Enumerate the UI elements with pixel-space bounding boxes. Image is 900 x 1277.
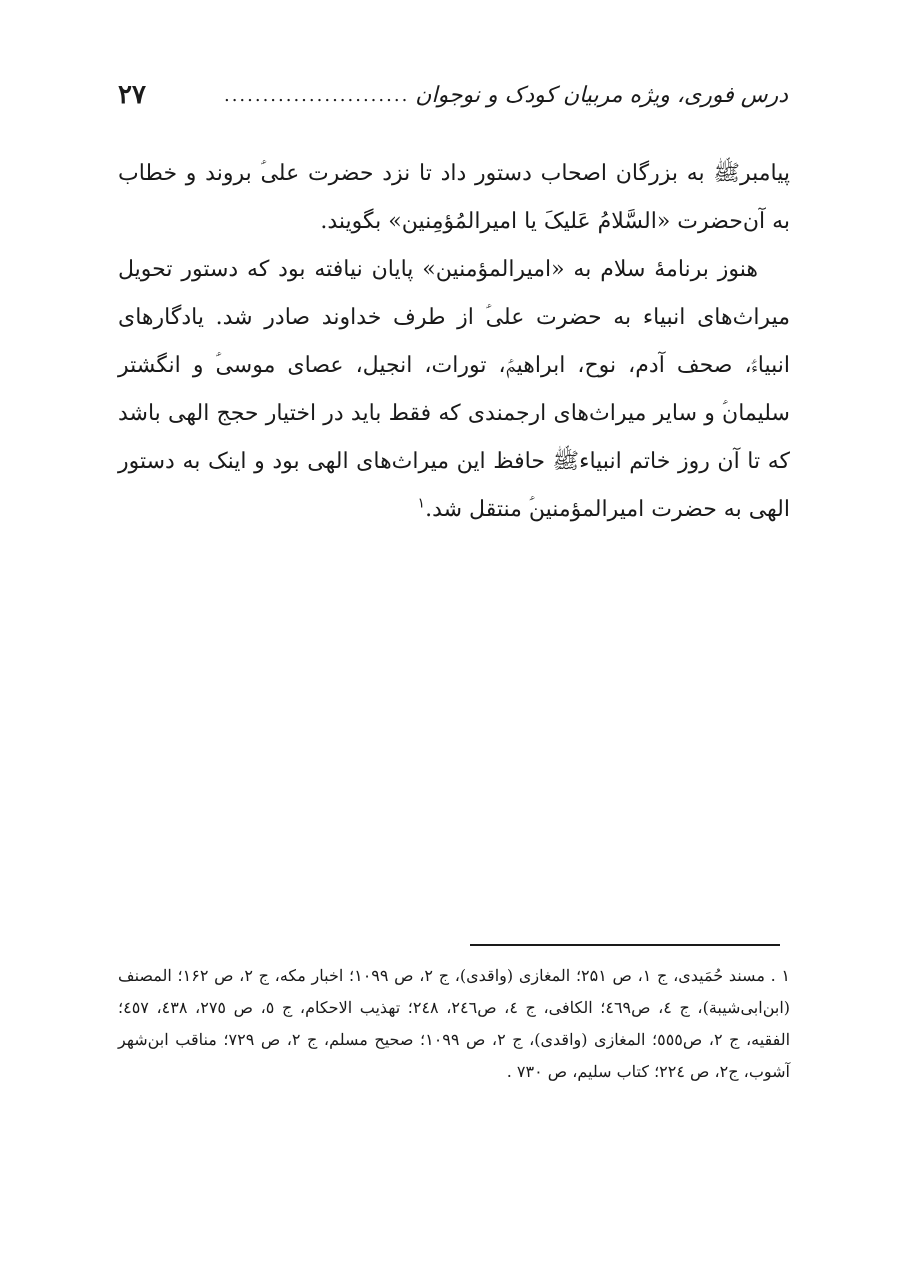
footnote-divider xyxy=(470,944,780,946)
header-title: درس فوری، ویژه مربیان کودک و نوجوان xyxy=(415,82,788,108)
footnote-text: ۱ . مسند حُمَیدی، ج ۱، ص ۲۵۱؛ المغازی (واقدی)، ج ۲، ص ۱۰۹۹؛ اخبار مکه، ج ۲، ص ۱۶۲؛ المصنف (ابن‌ابی‌شیبة)، ج ٤، ص٤٦٩؛ الکافی، ج ٤، ص٢٤٦، ٢٤٨؛ تهذیب الاحکام، ج ٥، ص ٢٧٥، ٤٣٨، ٤٥٧؛ الفقیه، ج ٢، ص٥٥٥؛ المغازی (واقدی)، ج ٢، ص ١٠٩٩؛ صحیح مسلم، ج ٢، ص ٧٢٩؛ مناقب ابن‌شهر آشوب، ج٢، ص ٢٢٤؛ کتاب سلیم، ص ٧٣٠ . xyxy=(118,966,791,1081)
page-number: ۲۷ xyxy=(118,80,146,110)
footnote-marker: ۱ xyxy=(417,495,426,512)
footnote xyxy=(118,960,790,1088)
running-header xyxy=(118,80,788,110)
paragraph-text: هنوز برنامۀ سلام به «امیرالمؤمنین» پایان نیافته بود که دستور تحویل میراث‌های انبیاء به حضرت علی‌ؑ از طرف خداوند صادر شد. یادگارهای انبیاءؑ، صحف آدم، نوح، ابراهیمؑ، تورات، انجیل، عصای موسی‌ؑ و انگشتر سلیمان‌ؑ و سایر میراث‌های ارجمندی که فقط باید در اختیار حجج الهی باشد که تا آن روز خاتم انبیاءﷺ حافظ این میراث‌های الهی بود و اینک به دستور الهی به حضرت امیرالمؤمنین‌ؑ منتقل شد. xyxy=(118,257,790,522)
header-leader-dots: ........................ xyxy=(223,84,410,106)
paragraph xyxy=(118,246,790,534)
paragraph xyxy=(118,150,790,246)
paragraph-text: پیامبرﷺ به بزرگان اصحاب دستور داد تا نزد حضرت علی‌ؑ بروند و خطاب به آن‌حضرت «السَّلامُ عَلیکَ یا امیرالمُؤمِنین» بگویند. xyxy=(118,161,790,234)
body-text xyxy=(118,150,790,534)
